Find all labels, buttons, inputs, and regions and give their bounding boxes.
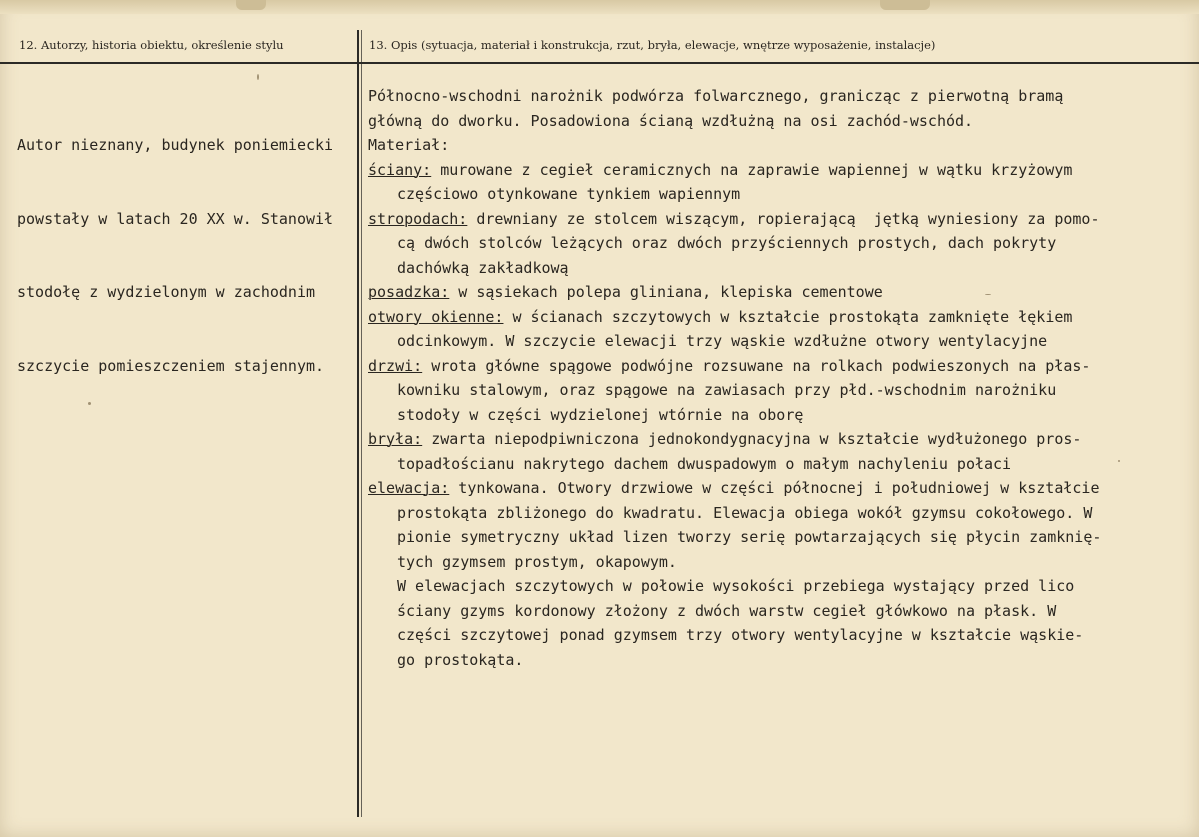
description-text: go prostokąta. [397,650,524,669]
description-text: pionie symetryczny układ lizen tworzy serię powtarzających się płycin zamknię- [397,528,1102,546]
description-line [368,648,1188,673]
description-text: częściowo otynkowane tynkiem wapiennym [397,185,741,203]
column-divider-secondary [361,30,362,817]
left-line: szczycie pomieszczeniem stajennym. [17,356,325,375]
right-column-header: 13. Opis (sytuacja, materiał i konstrukcja, rzut, bryła, elewacje, wnętrze wyposażenie, instalacje) [369,38,936,52]
description-line [368,574,1188,599]
paper-speck [257,74,259,80]
description-text: drewniany ze stolcem wiszącym, ropierającą jętką wyniesiony za pomo- [467,209,1100,228]
description-line [368,403,1188,428]
paper-speck [1118,460,1120,462]
description-text: stodoły w części wydzielonej wtórnie na oborę [397,405,804,424]
header-divider [0,62,1199,64]
description-line [368,476,1188,501]
description-line [368,207,1188,232]
section-term: bryła: [368,430,423,448]
section-term: ściany: [368,160,432,179]
left-line: Autor nieznany, budynek poniemiecki [17,136,334,154]
description-line [368,525,1188,550]
description-line [368,256,1188,281]
description-line [368,427,1188,452]
description-text: w ścianach szczytowych w kształcie prostokąta zamknięte łękiem [503,307,1073,326]
description-line [368,133,1188,158]
description-text: dachówką zakładkową [397,258,569,277]
torn-top-edge [0,0,1199,14]
description-text: odcinkowym. W szczycie elewacji trzy wąskie wzdłużne otwory wentylacyjne [397,332,1048,350]
left-line: stodołę z wydzielonym w zachodnim [17,283,316,301]
description-line [368,329,1188,354]
description-line [368,599,1188,624]
description-line [368,231,1188,256]
section-term: otwory okienne: [368,307,504,326]
left-line: powstały w latach 20 XX w. Stanowił [17,209,334,228]
description-line [368,501,1188,526]
description-text: Materiał: [368,136,450,154]
description-text: murowane z cegieł ceramicznych na zaprawie wapiennej w wątku krzyżowym [431,160,1073,179]
paper-speck [88,402,91,405]
tear-mark [236,0,266,10]
column-divider [357,30,359,817]
description-text: zwarta niepodpiwniczona jednokondygnacyjna w kształcie wydłużonego pros- [422,430,1082,448]
description-text: części szczytowej ponad gzymsem trzy otwory wentylacyjne w kształcie wąskie- [397,626,1084,644]
description-text: ściany gzyms kordonowy złożony z dwóch warstw cegieł główkowo na płask. W [397,601,1057,620]
description-text: Północno-wschodni narożnik podwórza folwarcznego, granicząc z pierwotną bramą [368,87,1064,105]
tear-mark [880,0,930,10]
description-line [368,280,1188,305]
section-term: drzwi: [368,356,423,375]
paper-speck [985,294,991,295]
description-line [368,84,1188,109]
description-text: tynkowana. Otwory drzwiowe w części północnej i południowej w kształcie [449,479,1100,497]
description-line [368,623,1188,648]
description-line [368,182,1188,207]
section-term: stropodach: [368,209,468,228]
section-term: elewacja: [368,479,450,497]
description-line [368,378,1188,403]
description-text: główną do dworku. Posadowiona ścianą wzdłużną na osi zachód-wschód. [368,111,974,130]
description-line [368,109,1188,134]
description-line [368,452,1188,477]
description-text: tych gzymsem prostym, okapowym. [397,552,677,571]
description-text: kowniku stalowym, oraz spągowe na zawiasach przy płd.-wschodnim narożniku [397,381,1057,399]
description-text: prostokąta zbliżonego do kwadratu. Elewacja obiega wokół gzymsu cokołowego. W [397,503,1093,522]
left-column-header: 12. Autorzy, historia obiektu, określenie stylu [19,38,284,52]
description-text: topadłościanu nakrytego dachem dwuspadowym o małym nachyleniu połaci [397,454,1012,473]
right-column-body [368,84,1188,672]
description-line [368,550,1188,575]
description-line [368,354,1188,379]
description-text: wrota główne spągowe podwójne rozsuwane na rolkach podwieszonych na płas- [422,356,1091,375]
left-column-body [17,84,357,427]
description-text: w sąsiekach polepa gliniana, klepiska cementowe [449,283,883,301]
description-text: cą dwóch stolców leżących oraz dwóch przyściennych prostych, dach pokryty [397,234,1057,252]
description-line [368,158,1188,183]
description-text: W elewacjach szczytowych w połowie wysokości przebiega wystający przed lico [397,577,1075,595]
section-term: posadzka: [368,283,450,301]
description-line [368,305,1188,330]
